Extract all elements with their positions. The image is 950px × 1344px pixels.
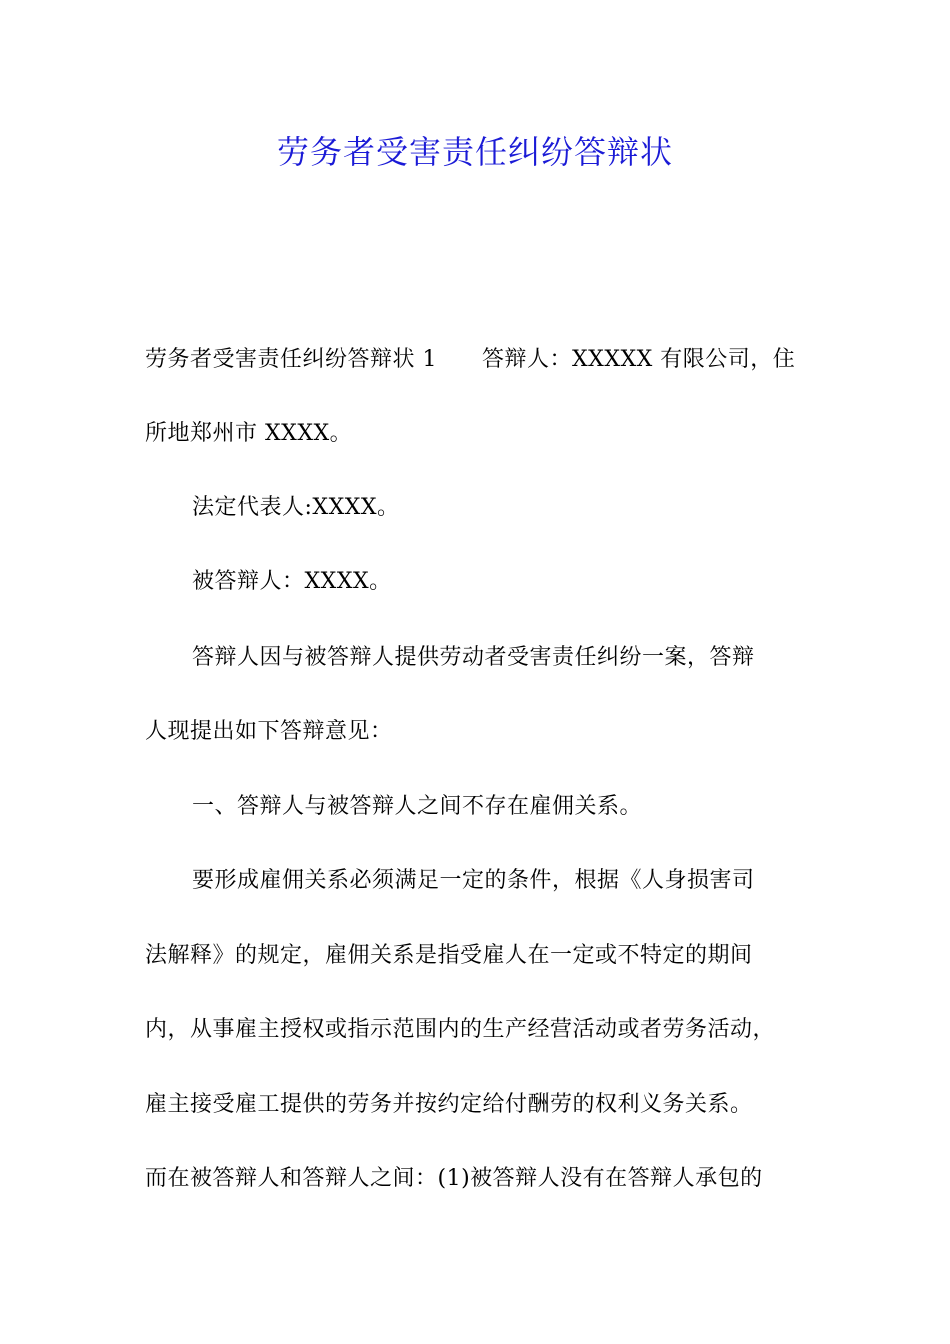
body-line-9: 法解释》的规定，雇佣关系是指受雇人在一定或不特定的期间 [145,943,753,968]
body-line-3: 法定代表人:XXXX。 [192,495,400,520]
body-line-2: 所地郑州市 XXXX。 [145,421,353,446]
body-line-7: 一、答辩人与被答辩人之间不存在雇佣关系。 [192,794,643,819]
body-line-5: 答辩人因与被答辩人提供劳动者受害责任纠纷一案，答辩 [192,645,755,670]
body-line-11: 雇主接受雇工提供的劳务并按约定给付酬劳的权利义务关系。 [145,1092,753,1117]
body-line-10: 内，从事雇主授权或指示范围内的生产经营活动或者劳务活动， [145,1017,776,1042]
body-line-12: 而在被答辩人和答辩人之间：(1)被答辩人没有在答辩人承包的 [145,1166,763,1191]
body-line-1: 劳务者受害责任纠纷答辩状 1 答辩人：XXXXX 有限公司，住 [145,347,796,372]
body-line-6: 人现提出如下答辩意见： [145,719,393,744]
body-line-4: 被答辩人：XXXX。 [192,569,392,594]
document-title: 劳务者受害责任纠纷答辩状 [276,133,673,171]
body-line-8: 要形成雇佣关系必须满足一定的条件，根据《人身损害司 [192,868,755,893]
